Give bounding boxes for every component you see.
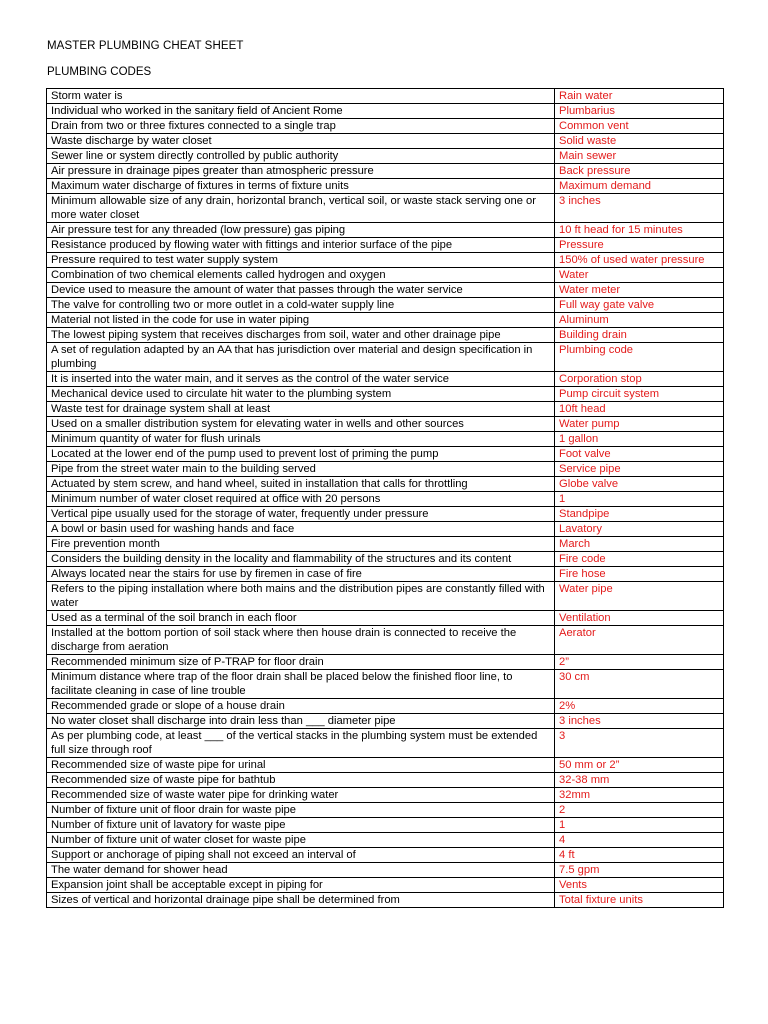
question-cell: Recommended size of waste pipe for bathtub — [47, 773, 555, 788]
table-row — [47, 238, 724, 253]
answer-cell: Fire code — [555, 552, 724, 567]
question-cell: Expansion joint shall be acceptable except in piping for — [47, 878, 555, 893]
question-cell: Always located near the stairs for use by firemen in case of fire — [47, 567, 555, 582]
table-row — [47, 729, 724, 758]
answer-cell: 3 inches — [555, 194, 724, 223]
answer-cell: Aerator — [555, 626, 724, 655]
question-cell: A set of regulation adapted by an AA that has jurisdiction over material and design specification in plumbing — [47, 343, 555, 372]
document-title: MASTER PLUMBING CHEAT SHEET — [47, 40, 244, 52]
answer-cell: Pump circuit system — [555, 387, 724, 402]
question-cell: As per plumbing code, at least ___ of the vertical stacks in the plumbing system must be extended full size through roof — [47, 729, 555, 758]
table-row — [47, 387, 724, 402]
answer-cell: 30 cm — [555, 670, 724, 699]
question-cell: Number of fixture unit of floor drain for waste pipe — [47, 803, 555, 818]
table-row — [47, 655, 724, 670]
table-row — [47, 833, 724, 848]
question-cell: Air pressure test for any threaded (low pressure) gas piping — [47, 223, 555, 238]
table-row — [47, 758, 724, 773]
table-row — [47, 328, 724, 343]
answer-cell: Water — [555, 268, 724, 283]
answer-cell: March — [555, 537, 724, 552]
question-cell: Vertical pipe usually used for the storage of water, frequently under pressure — [47, 507, 555, 522]
question-cell: Individual who worked in the sanitary field of Ancient Rome — [47, 104, 555, 119]
answer-cell: Pressure — [555, 238, 724, 253]
answer-cell: 2” — [555, 655, 724, 670]
table-row — [47, 803, 724, 818]
question-cell: Minimum distance where trap of the floor drain shall be placed below the finished floor line, to facilitate cleaning in case of line trouble — [47, 670, 555, 699]
table-row — [47, 164, 724, 179]
question-cell: Minimum quantity of water for flush urinals — [47, 432, 555, 447]
answer-cell: 4 — [555, 833, 724, 848]
question-cell: Located at the lower end of the pump used to prevent lost of priming the pump — [47, 447, 555, 462]
table-row — [47, 89, 724, 104]
table-row — [47, 878, 724, 893]
table-row — [47, 268, 724, 283]
question-cell: Number of fixture unit of water closet for waste pipe — [47, 833, 555, 848]
table-row — [47, 402, 724, 417]
answer-cell: 2 — [555, 803, 724, 818]
question-cell: Number of fixture unit of lavatory for waste pipe — [47, 818, 555, 833]
question-cell: Actuated by stem screw, and hand wheel, suited in installation that calls for throttling — [47, 477, 555, 492]
question-cell: Minimum number of water closet required at office with 20 persons — [47, 492, 555, 507]
table-row — [47, 507, 724, 522]
answer-cell: Service pipe — [555, 462, 724, 477]
answer-cell: 10ft head — [555, 402, 724, 417]
table-row — [47, 863, 724, 878]
answer-cell: Water pipe — [555, 582, 724, 611]
question-cell: Used as a terminal of the soil branch in each floor — [47, 611, 555, 626]
answer-cell: 7.5 gpm — [555, 863, 724, 878]
answer-cell: Plumbing code — [555, 343, 724, 372]
question-cell: Drain from two or three fixtures connected to a single trap — [47, 119, 555, 134]
question-cell: Fire prevention month — [47, 537, 555, 552]
question-cell: Considers the building density in the locality and flammability of the structures and its content — [47, 552, 555, 567]
table-row — [47, 670, 724, 699]
answer-cell: Water pump — [555, 417, 724, 432]
question-cell: Mechanical device used to circulate hit water to the plumbing system — [47, 387, 555, 402]
table-row — [47, 582, 724, 611]
answer-cell: Fire hose — [555, 567, 724, 582]
answer-cell: Solid waste — [555, 134, 724, 149]
question-cell: Combination of two chemical elements called hydrogen and oxygen — [47, 268, 555, 283]
answer-cell: 1 gallon — [555, 432, 724, 447]
question-cell: Recommended size of waste pipe for urinal — [47, 758, 555, 773]
table-row — [47, 492, 724, 507]
answer-cell: 50 mm or 2” — [555, 758, 724, 773]
table-row — [47, 119, 724, 134]
table-row — [47, 848, 724, 863]
answer-cell: Aluminum — [555, 313, 724, 328]
table-row — [47, 432, 724, 447]
answer-cell: Total fixture units — [555, 893, 724, 908]
table-row — [47, 283, 724, 298]
question-cell: Material not listed in the code for use in water piping — [47, 313, 555, 328]
table-row — [47, 552, 724, 567]
table-row — [47, 477, 724, 492]
answer-cell: Lavatory — [555, 522, 724, 537]
question-cell: The water demand for shower head — [47, 863, 555, 878]
question-cell: Waste discharge by water closet — [47, 134, 555, 149]
question-cell: The lowest piping system that receives discharges from soil, water and other drainage pipe — [47, 328, 555, 343]
question-cell: Resistance produced by flowing water with fittings and interior surface of the pipe — [47, 238, 555, 253]
table-row — [47, 714, 724, 729]
table-row — [47, 522, 724, 537]
section-heading: PLUMBING CODES — [47, 66, 152, 78]
table-row — [47, 149, 724, 164]
question-cell: Refers to the piping installation where both mains and the distribution pipes are constantly filled with water — [47, 582, 555, 611]
answer-cell: Plumbarius — [555, 104, 724, 119]
table-row — [47, 699, 724, 714]
plumbing-codes-table — [46, 88, 724, 908]
question-cell: Air pressure in drainage pipes greater than atmospheric pressure — [47, 164, 555, 179]
answer-cell: 4 ft — [555, 848, 724, 863]
question-cell: Minimum allowable size of any drain, horizontal branch, vertical soil, or waste stack serving one or more water closet — [47, 194, 555, 223]
table-row — [47, 313, 724, 328]
answer-cell: 1 — [555, 818, 724, 833]
question-cell: Waste test for drainage system shall at least — [47, 402, 555, 417]
answer-cell: Vents — [555, 878, 724, 893]
answer-cell: Rain water — [555, 89, 724, 104]
question-cell: A bowl or basin used for washing hands and face — [47, 522, 555, 537]
table-body — [47, 89, 724, 908]
table-row — [47, 417, 724, 432]
answer-cell: Corporation stop — [555, 372, 724, 387]
answer-cell: Common vent — [555, 119, 724, 134]
table-row — [47, 818, 724, 833]
question-cell: Installed at the bottom portion of soil stack where then house drain is connected to receive the discharge from aeration — [47, 626, 555, 655]
question-cell: Device used to measure the amount of water that passes through the water service — [47, 283, 555, 298]
answer-cell: Maximum demand — [555, 179, 724, 194]
answer-cell: 2% — [555, 699, 724, 714]
answer-cell: Water meter — [555, 283, 724, 298]
table-row — [47, 567, 724, 582]
table-row — [47, 223, 724, 238]
answer-cell: 150% of used water pressure — [555, 253, 724, 268]
table-row — [47, 462, 724, 477]
question-cell: It is inserted into the water main, and it serves as the control of the water service — [47, 372, 555, 387]
question-cell: Sewer line or system directly controlled by public authority — [47, 149, 555, 164]
question-cell: The valve for controlling two or more outlet in a cold-water supply line — [47, 298, 555, 313]
answer-cell: Foot valve — [555, 447, 724, 462]
table-row — [47, 134, 724, 149]
question-cell: Recommended grade or slope of a house drain — [47, 699, 555, 714]
table-row — [47, 194, 724, 223]
answer-cell: Full way gate valve — [555, 298, 724, 313]
table-row — [47, 893, 724, 908]
table-row — [47, 179, 724, 194]
question-cell: Recommended minimum size of P-TRAP for floor drain — [47, 655, 555, 670]
table-row — [47, 372, 724, 387]
question-cell: Recommended size of waste water pipe for drinking water — [47, 788, 555, 803]
answer-cell: Building drain — [555, 328, 724, 343]
question-cell: Storm water is — [47, 89, 555, 104]
answer-cell: 1 — [555, 492, 724, 507]
answer-cell: 3 inches — [555, 714, 724, 729]
answer-cell: 32mm — [555, 788, 724, 803]
table-row — [47, 447, 724, 462]
answer-cell: Standpipe — [555, 507, 724, 522]
table-row — [47, 298, 724, 313]
answer-cell: 32-38 mm — [555, 773, 724, 788]
table-row — [47, 253, 724, 268]
table-row — [47, 343, 724, 372]
answer-cell: 10 ft head for 15 minutes — [555, 223, 724, 238]
question-cell: Maximum water discharge of fixtures in terms of fixture units — [47, 179, 555, 194]
question-cell: Pressure required to test water supply system — [47, 253, 555, 268]
table-row — [47, 104, 724, 119]
answer-cell: Ventilation — [555, 611, 724, 626]
question-cell: Used on a smaller distribution system for elevating water in wells and other sources — [47, 417, 555, 432]
table-row — [47, 773, 724, 788]
table-row — [47, 626, 724, 655]
question-cell: No water closet shall discharge into drain less than ___ diameter pipe — [47, 714, 555, 729]
answer-cell: Main sewer — [555, 149, 724, 164]
answer-cell: Back pressure — [555, 164, 724, 179]
answer-cell: Globe valve — [555, 477, 724, 492]
table-row — [47, 788, 724, 803]
question-cell: Support or anchorage of piping shall not exceed an interval of — [47, 848, 555, 863]
question-cell: Sizes of vertical and horizontal drainage pipe shall be determined from — [47, 893, 555, 908]
answer-cell: 3 — [555, 729, 724, 758]
table-row — [47, 611, 724, 626]
question-cell: Pipe from the street water main to the building served — [47, 462, 555, 477]
table-row — [47, 537, 724, 552]
